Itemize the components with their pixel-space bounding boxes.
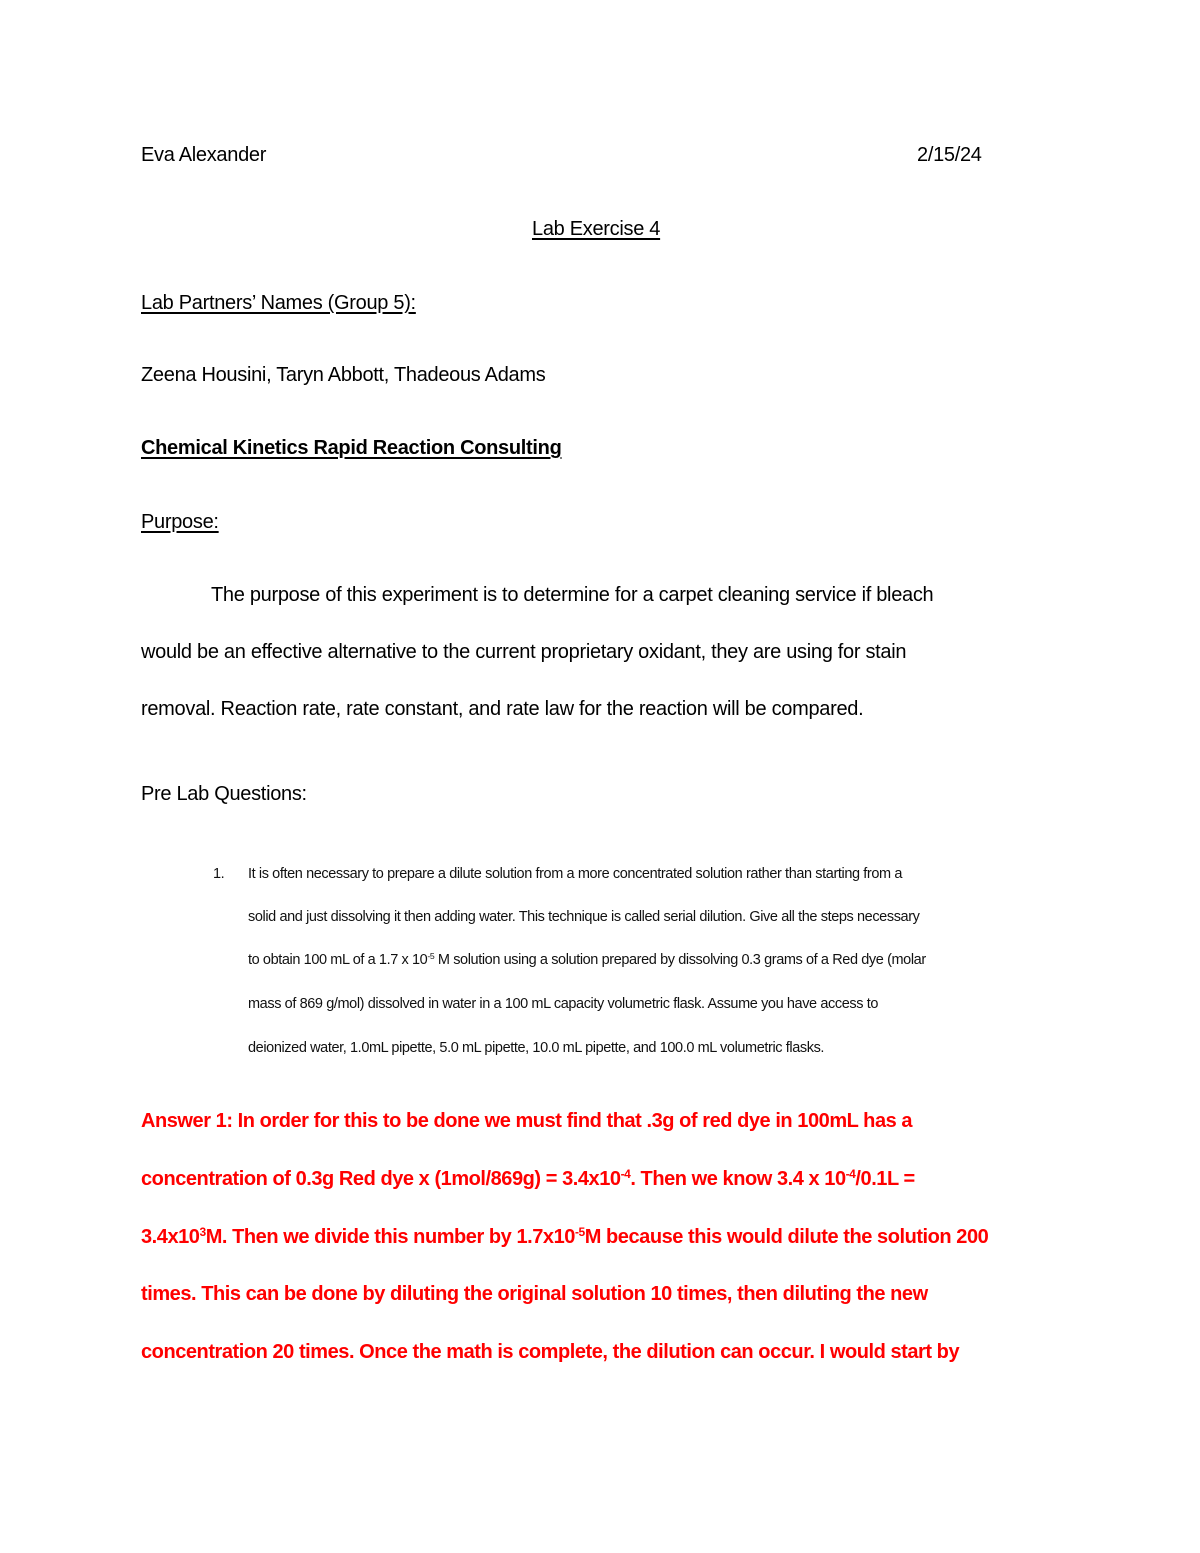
exponent: -4	[845, 1166, 856, 1181]
prelab-heading: Pre Lab Questions:	[141, 783, 307, 805]
answer-text: 3.4x10	[141, 1226, 200, 1248]
answer-text: M because this would dilute the solution 200	[584, 1226, 989, 1248]
question-line: It is often necessary to prepare a dilute solution from a more concentrated solution rather than starting from a	[248, 866, 902, 882]
answer-text: . Then we know 3.4 x 10	[630, 1168, 846, 1190]
exponent: -5	[427, 950, 435, 961]
question-line: mass of 869 g/mol) dissolved in water in a 100 mL capacity volumetric flask. Assume you have access to	[248, 996, 878, 1012]
answer-text: /0.1L =	[855, 1168, 915, 1190]
author-name: Eva Alexander	[141, 144, 267, 166]
purpose-heading: Purpose:	[141, 511, 219, 533]
answer-text: concentration of 0.3g Red dye x (1mol/869g) = 3.4x10	[141, 1168, 621, 1190]
purpose-line: The purpose of this experiment is to determine for a carpet cleaning service if bleach	[211, 584, 934, 606]
purpose-line: removal. Reaction rate, rate constant, and rate law for the reaction will be compared.	[141, 698, 864, 720]
answer-line: times. This can be done by diluting the original solution 10 times, then diluting the new	[141, 1283, 928, 1305]
document-date: 2/15/24	[917, 144, 982, 166]
exponent: -5	[574, 1224, 585, 1239]
purpose-line: would be an effective alternative to the current proprietary oxidant, they are using for stain	[141, 641, 907, 663]
exponent: -4	[620, 1166, 631, 1181]
question-text: to obtain 100 mL of a 1.7 x 10	[248, 952, 428, 968]
answer-line: concentration 20 times. Once the math is complete, the dilution can occur. I would start by	[141, 1341, 960, 1363]
partners-heading: Lab Partners’ Names (Group 5):	[141, 292, 416, 314]
question-line: deionized water, 1.0mL pipette, 5.0 mL pipette, 10.0 mL pipette, and 100.0 mL volumetric flasks.	[248, 1040, 825, 1056]
answer-line	[141, 1226, 988, 1249]
page-title: Lab Exercise 4	[532, 218, 661, 240]
question-line: solid and just dissolving it then adding water. This technique is called serial dilution. Give all the steps necessary	[248, 909, 920, 925]
answer-line: Answer 1: In order for this to be done we must find that .3g of red dye in 100mL has a	[141, 1110, 913, 1132]
exponent: 3	[199, 1224, 206, 1239]
question-number: 1.	[213, 866, 225, 882]
question-line	[248, 952, 926, 968]
answer-line	[141, 1168, 915, 1191]
question-text: M solution using a solution prepared by dissolving 0.3 grams of a Red dye (molar	[434, 952, 926, 968]
partners-names: Zeena Housini, Taryn Abbott, Thadeous Adams	[141, 364, 546, 386]
section-title: Chemical Kinetics Rapid Reaction Consulting	[141, 437, 562, 459]
answer-text: M. Then we divide this number by 1.7x10	[205, 1226, 575, 1248]
